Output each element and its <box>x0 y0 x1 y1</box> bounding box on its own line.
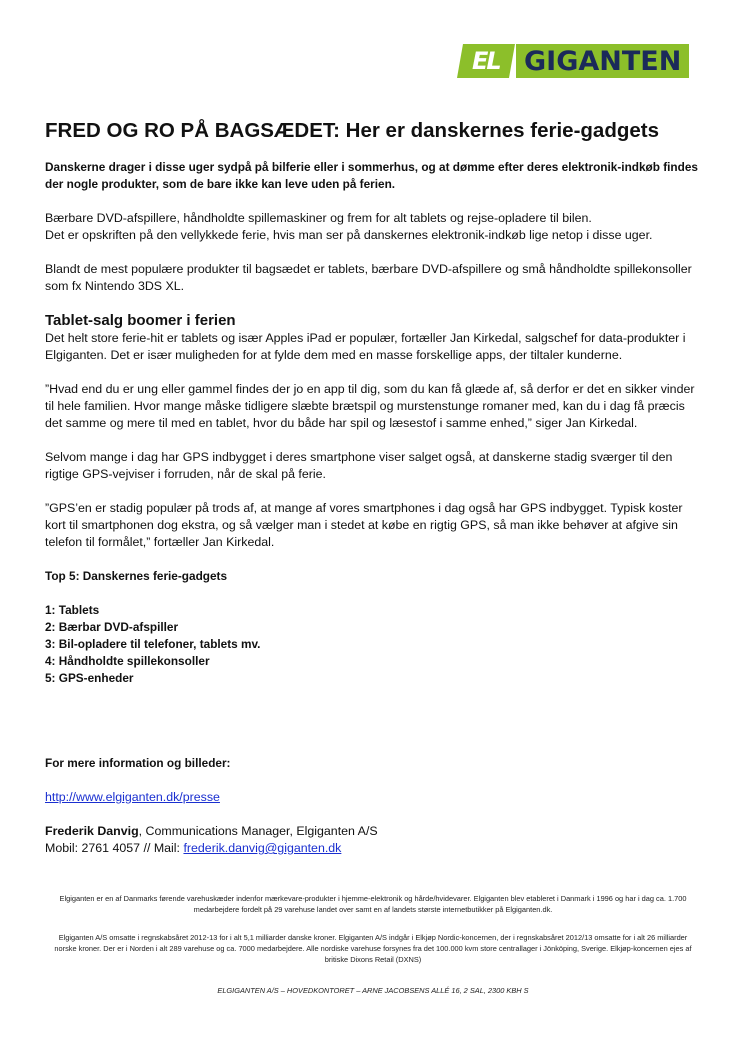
logo-mark-text: EL <box>472 47 500 75</box>
paragraph-6: ”GPS’en er stadig populær på trods af, at mange af vores smartphones i dag også har GPS indbygget. Typisk koster kort til smartphonen dog ekstra, og så vælger man i stedet at købe en rigtig GPS, så man ikke behøver at afgive sin telefon til formålet,” fortæller Jan Kirkedal. <box>45 501 683 549</box>
contact-phone: Mobil: 2761 4057 // Mail: <box>45 841 184 855</box>
contact-line <box>45 823 705 840</box>
paragraph-1-line-1: Bærbare DVD-afspillere, håndholdte spillemaskiner og frem for alt tablets og rejse-opladere til bilen. <box>45 211 592 225</box>
list-item: 4: Håndholdte spillekonsoller <box>45 654 210 668</box>
contact-role: , Communications Manager, Elgiganten A/S <box>138 824 378 838</box>
press-link-line <box>45 789 705 806</box>
elgiganten-logo <box>460 44 689 78</box>
paragraph-1 <box>45 210 705 244</box>
list-item: 5: GPS-enheder <box>45 671 134 685</box>
logo-wordmark <box>516 44 689 78</box>
footer-about: Elgiganten er en af Danmarks førende varehuskæder indenfor mærkevare-produkter i hjemme-elektronik og hårde/hvidevarer. Elgiganten blev etableret i Danmark i 1996 og har i dag ca. 1.700 medarbejdere fordelt på 29 varehuse landet over samt en af landets største internetbutikker på Elgiganten.dk. <box>59 894 687 914</box>
lead-paragraph: Danskerne drager i disse uger sydpå på bilferie eller i sommerhus, og at dømme efter deres elektronik-indkøb findes der nogle produkter, som de bare ikke kan leve uden på ferien. <box>45 160 698 191</box>
footer-financials: Elgiganten A/S omsatte i regnskabsåret 2012-13 for i alt 5,1 milliarder danske kroner. Elgiganten A/S indgår i Elkjøp Nordic-koncernen, der i regnskabsåret 2012/13 omsatte for i alt 26 milliarder norske kroner. Der er i Norden i alt 289 varehuse og ca. 7000 medarbejdere. Alle nordiske varehuse forsynes fra det 100.000 kvm store centrallager i Jönköping, Sverige. Elkjøp-koncernen ejes af britiske Dixons Retail (DXNS) <box>54 933 692 964</box>
contact-name: Frederik Danvig <box>45 824 139 838</box>
list-item: 3: Bil-opladere til telefoner, tablets mv. <box>45 637 261 651</box>
paragraph-4: ”Hvad end du er ung eller gammel findes der jo en app til dig, som du kan få glæde af, så derfor er det en sikker vinder til hele familien. Hvor mange måske tidligere slæbte brætspil og murstenstunge romaner med, kan du i dag få præcis det samme og mere til med en tablet, hvor du både har spil og læsestof i samme enhed,” siger Jan Kirkedal. <box>45 382 695 430</box>
press-link[interactable]: http://www.elgiganten.dk/presse <box>45 790 220 804</box>
list-item: 2: Bærbar DVD-afspiller <box>45 620 179 634</box>
paragraph-1-line-2: Det er opskriften på den vellykkede ferie, hvis man ser på danskernes elektronik-indkøb lige netop i disse uger. <box>45 228 653 242</box>
page-title: FRED OG RO PÅ BAGSÆDET: Her er danskernes ferie-gadgets <box>45 119 660 142</box>
list-item: 1: Tablets <box>45 603 100 617</box>
contact-mail-link[interactable]: frederik.danvig@giganten.dk <box>183 841 342 855</box>
paragraph-2: Blandt de mest populære produkter til bagsædet er tablets, bærbare DVD-afspillere og små håndholdte spillekonsoller som fx Nintendo 3DS XL. <box>45 262 692 293</box>
top5-list <box>45 602 705 687</box>
paragraph-3: Det helt store ferie-hit er tablets og især Apples iPad er populær, fortæller Jan Kirkedal, salgschef for data-produkter i Elgiganten. Det er især muligheden for at fylde dem med en masse forskellige apps, der tiltaler kunderne. <box>45 331 686 362</box>
top5-title: Top 5: Danskernes ferie-gadgets <box>45 569 228 583</box>
press-release-body <box>45 118 705 857</box>
paragraph-5: Selvom mange i dag har GPS indbygget i deres smartphone viser salget også, at danskerne stadig sværger til den rigtige GPS-vejviser i forruden, når de skal på ferie. <box>45 450 673 481</box>
contact-phone-line <box>45 840 705 857</box>
footer-address: ELGIGANTEN A/S – HOVEDKONTORET – ARNE JACOBSENS ALLÉ 16, 2 SAL, 2300 KBH S <box>217 986 529 995</box>
subheading: Tablet-salg boomer i ferien <box>45 312 236 329</box>
info-title: For mere information og billeder: <box>45 756 231 770</box>
contact-block <box>45 823 705 857</box>
logo-mark <box>457 44 515 78</box>
logo-word-text: GIGANTEN <box>524 45 682 77</box>
